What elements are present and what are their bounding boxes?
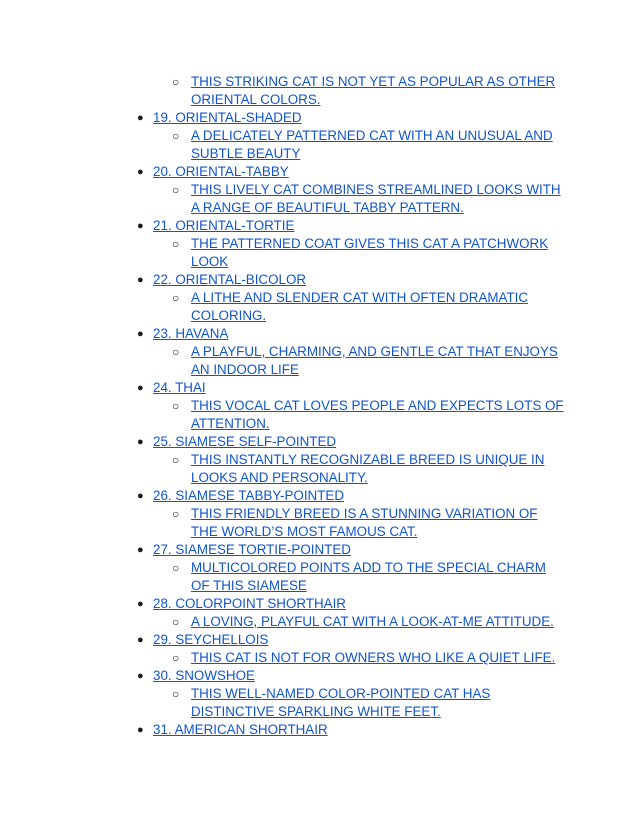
breed-name-link[interactable]: 22. ORIENTAL-BICOLOR	[153, 272, 307, 287]
breed-list-item	[0, 487, 573, 505]
filled-circle-bullet-icon: ●	[137, 634, 144, 646]
hollow-circle-bullet-icon: ○	[172, 399, 180, 413]
breed-list-item	[0, 217, 573, 235]
filled-circle-bullet-icon: ●	[137, 598, 144, 610]
breed-name-link[interactable]: 21. ORIENTAL-TORTIE	[153, 218, 295, 233]
hollow-circle-bullet-icon: ○	[172, 561, 180, 575]
breed-list	[0, 73, 638, 739]
filled-circle-bullet-icon: ●	[137, 544, 144, 556]
breed-name-link[interactable]: 19. ORIENTAL-SHADED	[153, 110, 302, 125]
breed-description-item	[0, 235, 567, 271]
hollow-circle-bullet-icon: ○	[172, 129, 180, 143]
breed-description-item	[0, 649, 567, 667]
breed-description-item	[0, 127, 567, 163]
breed-list-item	[0, 379, 573, 397]
document-page	[0, 73, 638, 739]
breed-description-item	[0, 289, 567, 325]
hollow-circle-bullet-icon: ○	[172, 345, 180, 359]
breed-name-link[interactable]: 27. SIAMESE TORTIE-POINTED	[153, 542, 351, 557]
breed-description-link[interactable]: A LITHE AND SLENDER CAT WITH OFTEN DRAMATIC COLORING.	[191, 290, 529, 323]
breed-description-link[interactable]: THE PATTERNED COAT GIVES THIS CAT A PATCHWORK LOOK	[191, 236, 549, 269]
hollow-circle-bullet-icon: ○	[172, 291, 180, 305]
breed-description-item	[0, 73, 567, 109]
breed-name-link[interactable]: 30. SNOWSHOE	[153, 668, 255, 683]
filled-circle-bullet-icon: ●	[137, 220, 144, 232]
filled-circle-bullet-icon: ●	[137, 724, 144, 736]
breed-name-link[interactable]: 25. SIAMESE SELF-POINTED	[153, 434, 337, 449]
breed-name-link[interactable]: 31. AMERICAN SHORTHAIR	[153, 722, 328, 737]
breed-description-link[interactable]: THIS LIVELY CAT COMBINES STREAMLINED LOOKS WITH A RANGE OF BEAUTIFUL TABBY PATTERN.	[191, 182, 561, 215]
filled-circle-bullet-icon: ●	[137, 166, 144, 178]
breed-list-item	[0, 721, 573, 739]
breed-list-item	[0, 271, 573, 289]
hollow-circle-bullet-icon: ○	[172, 453, 180, 467]
breed-list-item	[0, 541, 573, 559]
breed-list-item	[0, 109, 573, 127]
breed-description-link[interactable]: THIS WELL-NAMED COLOR-POINTED CAT HAS DISTINCTIVE SPARKLING WHITE FEET.	[191, 686, 491, 719]
breed-name-link[interactable]: 20. ORIENTAL-TABBY	[153, 164, 289, 179]
breed-description-item	[0, 505, 567, 541]
filled-circle-bullet-icon: ●	[137, 382, 144, 394]
hollow-circle-bullet-icon: ○	[172, 651, 180, 665]
breed-description-link[interactable]: THIS CAT IS NOT FOR OWNERS WHO LIKE A QUIET LIFE.	[191, 650, 556, 665]
breed-list-item	[0, 433, 573, 451]
breed-description-item	[0, 451, 567, 487]
breed-description-item	[0, 559, 567, 595]
breed-description-link[interactable]: THIS FRIENDLY BREED IS A STUNNING VARIATION OF THE WORLD’S MOST FAMOUS CAT.	[191, 506, 538, 539]
breed-list-item	[0, 325, 573, 343]
breed-description-item	[0, 613, 567, 631]
breed-list-item	[0, 631, 573, 649]
breed-description-link[interactable]: A PLAYFUL, CHARMING, AND GENTLE CAT THAT ENJOYS AN INDOOR LIFE	[191, 344, 558, 377]
breed-description-item	[0, 685, 567, 721]
filled-circle-bullet-icon: ●	[137, 274, 144, 286]
breed-name-link[interactable]: 26. SIAMESE TABBY-POINTED	[153, 488, 345, 503]
breed-name-link[interactable]: 24. THAI	[153, 380, 206, 395]
breed-list-item	[0, 163, 573, 181]
breed-name-link[interactable]: 23. HAVANA	[153, 326, 229, 341]
breed-name-link[interactable]: 28. COLORPOINT SHORTHAIR	[153, 596, 346, 611]
breed-description-link[interactable]: THIS INSTANTLY RECOGNIZABLE BREED IS UNIQUE IN LOOKS AND PERSONALITY.	[191, 452, 545, 485]
hollow-circle-bullet-icon: ○	[172, 687, 180, 701]
filled-circle-bullet-icon: ●	[137, 112, 144, 124]
breed-name-link[interactable]: 29. SEYCHELLOIS	[153, 632, 269, 647]
filled-circle-bullet-icon: ●	[137, 328, 144, 340]
breed-description-item	[0, 181, 567, 217]
breed-description-item	[0, 397, 567, 433]
hollow-circle-bullet-icon: ○	[172, 75, 180, 89]
hollow-circle-bullet-icon: ○	[172, 183, 180, 197]
filled-circle-bullet-icon: ●	[137, 436, 144, 448]
hollow-circle-bullet-icon: ○	[172, 237, 180, 251]
breed-list-item	[0, 595, 573, 613]
breed-description-link[interactable]: THIS VOCAL CAT LOVES PEOPLE AND EXPECTS LOTS OF ATTENTION.	[191, 398, 564, 431]
breed-description-link[interactable]: THIS STRIKING CAT IS NOT YET AS POPULAR AS OTHER ORIENTAL COLORS.	[191, 74, 556, 107]
hollow-circle-bullet-icon: ○	[172, 507, 180, 521]
filled-circle-bullet-icon: ●	[137, 670, 144, 682]
breed-list-item	[0, 667, 573, 685]
filled-circle-bullet-icon: ●	[137, 490, 144, 502]
breed-description-link[interactable]: MULTICOLORED POINTS ADD TO THE SPECIAL CHARM OF THIS SIAMESE	[191, 560, 546, 593]
breed-description-link[interactable]: A LOVING, PLAYFUL CAT WITH A LOOK-AT-ME ATTITUDE.	[191, 614, 554, 629]
breed-description-link[interactable]: A DELICATELY PATTERNED CAT WITH AN UNUSUAL AND SUBTLE BEAUTY	[191, 128, 553, 161]
hollow-circle-bullet-icon: ○	[172, 615, 180, 629]
breed-description-item	[0, 343, 567, 379]
